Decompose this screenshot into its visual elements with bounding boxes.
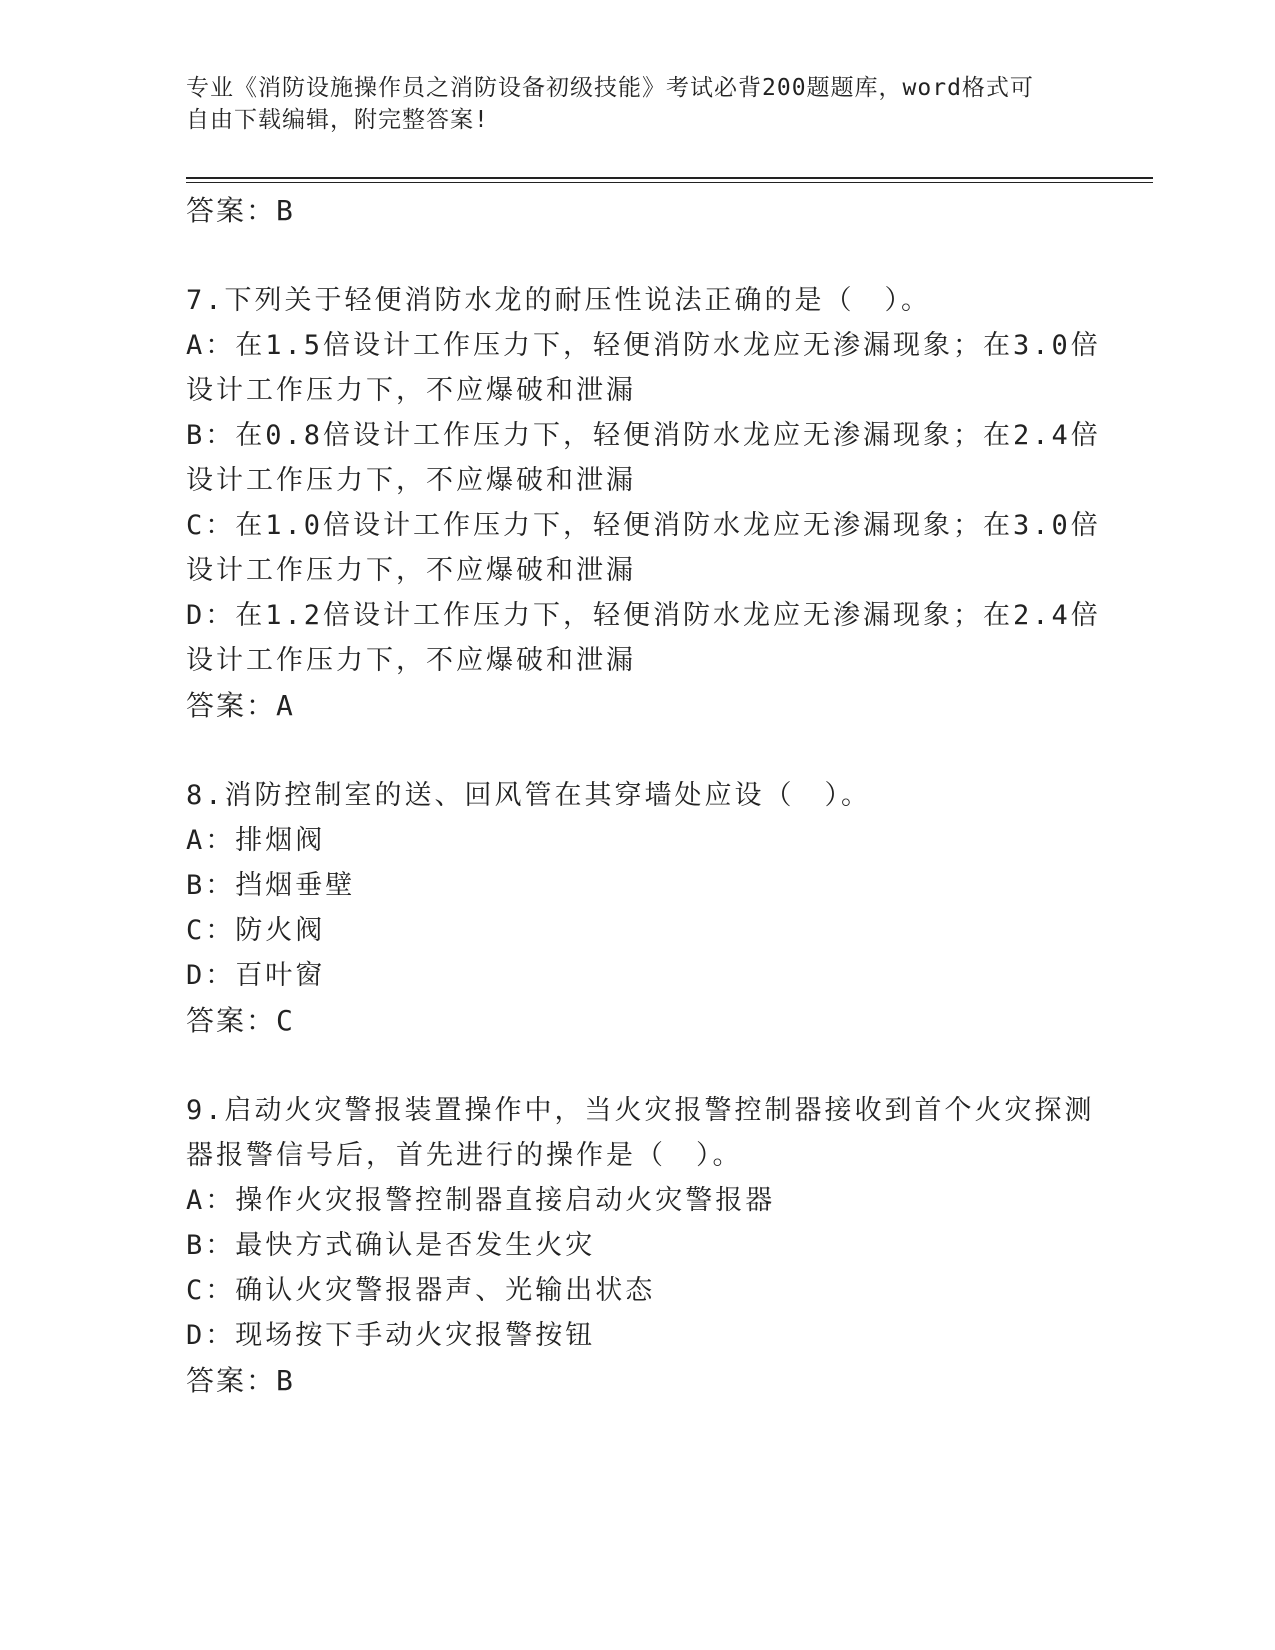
header-rule-thick [186,177,1153,179]
option-d: D：百叶窗 [186,960,326,991]
option-b-line-2: 设计工作压力下，不应爆破和泄漏 [186,465,636,496]
question-8 [186,773,1086,1043]
spacer [186,233,1086,278]
option-c-line-2: 设计工作压力下，不应爆破和泄漏 [186,555,636,586]
option-d-line-1: D：在1.2倍设计工作压力下，轻便消防水龙应无渗漏现象；在2.4倍 [186,600,1101,631]
option-c: C：防火阀 [186,915,326,946]
option-a: A：操作火灾报警控制器直接启动火灾警报器 [186,1185,776,1216]
option-b: B：挡烟垂壁 [186,870,356,901]
question-stem-line-2: 器报警信号后，首先进行的操作是（ ）。 [186,1140,743,1171]
question-stem-line-1: 9.启动火灾警报装置操作中，当火灾报警控制器接收到首个火灾探测 [186,1095,1095,1126]
spacer [186,728,1086,773]
option-c: C：确认火灾警报器声、光输出状态 [186,1275,656,1306]
document-header [186,72,1086,136]
option-d: D：现场按下手动火灾报警按钮 [186,1320,596,1351]
answer-q8: 答案：C [186,1004,295,1037]
header-line-1: 专业《消防设施操作员之消防设备初级技能》考试必背200题题库，word格式可 [186,75,1034,101]
question-stem: 8.消防控制室的送、回风管在其穿墙处应设（ ）。 [186,780,872,811]
question-7 [186,278,1101,728]
document-body [186,188,1101,1403]
option-a-line-2: 设计工作压力下，不应爆破和泄漏 [186,375,636,406]
option-a-line-1: A：在1.5倍设计工作压力下，轻便消防水龙应无渗漏现象；在3.0倍 [186,330,1101,361]
header-line-2: 自由下载编辑，附完整答案! [186,107,489,133]
spacer [186,1043,1086,1088]
question-9 [186,1088,1095,1403]
option-b: B：最快方式确认是否发生火灾 [186,1230,596,1261]
question-stem: 7.下列关于轻便消防水龙的耐压性说法正确的是（ ）。 [186,285,932,316]
option-d-line-2: 设计工作压力下，不应爆破和泄漏 [186,645,636,676]
option-a: A：排烟阀 [186,825,326,856]
answer-q7: 答案：A [186,689,295,722]
option-c-line-1: C：在1.0倍设计工作压力下，轻便消防水龙应无渗漏现象；在3.0倍 [186,510,1101,541]
header-rule-thin [186,182,1153,183]
option-b-line-1: B：在0.8倍设计工作压力下，轻便消防水龙应无渗漏现象；在2.4倍 [186,420,1101,451]
answer-q9: 答案：B [186,1364,295,1397]
answer-q6: 答案：B [186,194,295,227]
